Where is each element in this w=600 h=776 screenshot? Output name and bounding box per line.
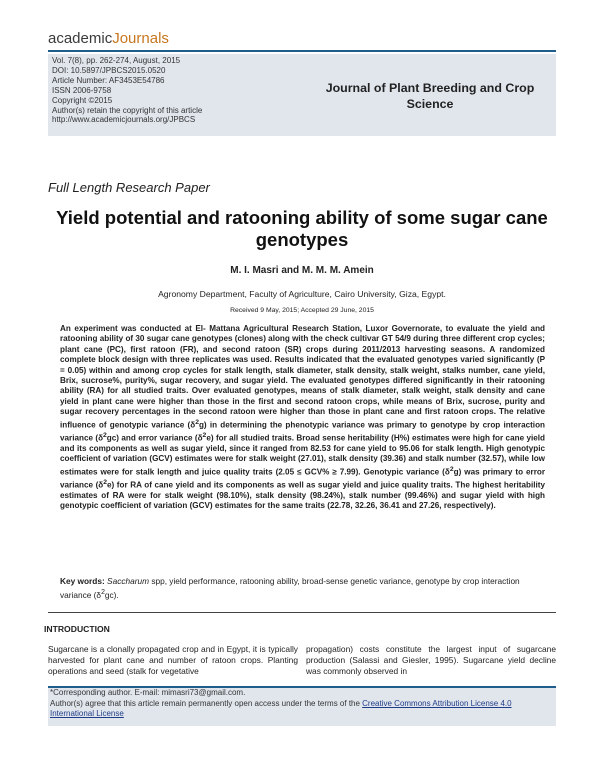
article-info (52, 56, 202, 125)
keywords-text: gc). (104, 589, 119, 600)
issn: ISSN 2006-9758 (52, 85, 112, 95)
journal-name: Journal of Plant Breeding and Crop Science (325, 81, 535, 111)
keyword-genus: Saccharum (107, 576, 150, 586)
intro-column-1: Sugarcane is a clonally propagated crop and in Egypt, it is typically harvested for plant cane and number of ratoon crops. Planting operations and seed (stalk for vegetative (48, 644, 298, 677)
license-statement (48, 699, 556, 720)
corresponding-author: *Corresponding author. E-mail: mimasri73@gmail.com. (50, 688, 246, 697)
license-link[interactable]: Creative Commons Attribution License 4.0 International License (50, 698, 512, 719)
paper-type: Full Length Research Paper (48, 180, 210, 195)
section-divider (48, 612, 556, 613)
doi: DOI: 10.5897/JPBCS2015.0520 (52, 65, 166, 75)
article-info-box (48, 54, 556, 136)
abstract-text: e) for RA of cane yield and its components as well as sugar yield and juice quality traits. The highest heritability estimates of RA were for stalk weight (98.10%), stalk density (98.24%), stalk number (99.46%) and sugar yield with high genotypic coefficient of variation (GCV) estimates for the same traits (22.78, 32.26, 36.41 and 27.26, respectively). (60, 480, 545, 511)
volume-info: Vol. 7(8), pp. 262-274, August, 2015 (52, 56, 181, 65)
authors: M. I. Masri and M. M. M. Amein (230, 265, 374, 276)
abstract-text: gc) and error variance (δ (106, 433, 203, 443)
keywords-label: Key words: (60, 576, 105, 586)
publisher-logo (48, 30, 169, 47)
intro-column-2: propagation) costs constitute the largest input of sugarcane production (Salassi and Giesler, 1995). Sugarcane yield decline was commonly observed in (306, 644, 556, 677)
superscript: 2 (103, 431, 107, 439)
abstract-text: g) was primary to error variance (δ (60, 467, 546, 490)
publisher-suffix: Journals (112, 30, 169, 47)
superscript: 2 (195, 418, 199, 426)
superscript: 2 (103, 478, 107, 486)
keywords (60, 576, 545, 601)
keywords-text: spp, yield performance, ratooning ability, broad-sense genetic variance, genotype by crop interaction variance (δ (60, 576, 520, 600)
abstract-text: An experiment was conducted at El- Mattana Agricultural Research Station, Luxor Governorate, to evaluate the yield and ratooning ability of 30 sugar cane genotypes (clones) along with the check cultivar GT 54/9 during three different crop cycles; plant cane (PC), first ratoon (FR), and second ratoon (SR) crops during 2011/2013 harvesting seasons. A randomized complete block design with three replicates was used. Results indicated that the evaluated genotypes varied significantly (P = 0.05) within and among crop cycles for stalk length, stalk diameter, stalk density, stalk weight, stalks number, cane yield, Brix, sucrose%, purity%, sugar recovery, and sugar yield. The evaluated genotypes differed significantly in their ratooning ability (RA) for all studied traits. Over evaluated genotypes, means of stalk diameter, stalk weight, stalk density and cane yield in plant cane were higher than those in the first and second ratoon crops, while means of Brix, sucrose, purity and sugar recovery percentages in the second ratoon were higher than those in plant cane and first ratoon crops. The relative influence of genotypic variance (δ (60, 324, 545, 430)
superscript: 2 (449, 465, 454, 473)
abstract-text: e) for all studied traits. Broad sense heritability (H%) estimates were high for cane yield and its components as well as sugar yield, since it ranged from 82.53 for cane yield to 95.06 for stalk length. High genotypic coefficient of variation (GCV) estimates were for stalk weight (27.01), stalk density (39.36) and stalk number (32.57), while low estimates were for stalk length and juice quality traits (2.05 ≤ GCV% ≥ 7.99). Genotypic variance (δ (60, 433, 545, 477)
rights-statement: Author(s) retain the copyright of this article (52, 105, 203, 115)
journal-url[interactable]: http://www.academicjournals.org/JPBCS (52, 115, 196, 125)
dates: Received 9 May, 2015; Accepted 29 June, 2015 (230, 307, 374, 314)
paper-title: Yield potential and ratooning ability of some sugar cane genotypes (56, 207, 548, 250)
article-number: Article Number: AF3453E54786 (52, 75, 165, 85)
superscript: 2 (202, 431, 207, 439)
affiliation: Agronomy Department, Faculty of Agriculture, Cairo University, Giza, Egypt. (158, 289, 446, 299)
abstract (60, 324, 545, 512)
introduction-heading: INTRODUCTION (44, 624, 110, 634)
abstract-text: g) in determining the phenotypic variance was primary to genotype by crop interaction variance (δ (60, 420, 545, 443)
copyright: Copyright ©2015 (52, 95, 113, 105)
header-rule (48, 50, 556, 52)
footer-note (48, 686, 556, 726)
superscript: 2 (101, 589, 105, 596)
license-text: Author(s) agree that this article remain permanently open access under the terms of the (50, 698, 363, 708)
publisher-prefix: academic (48, 30, 113, 47)
